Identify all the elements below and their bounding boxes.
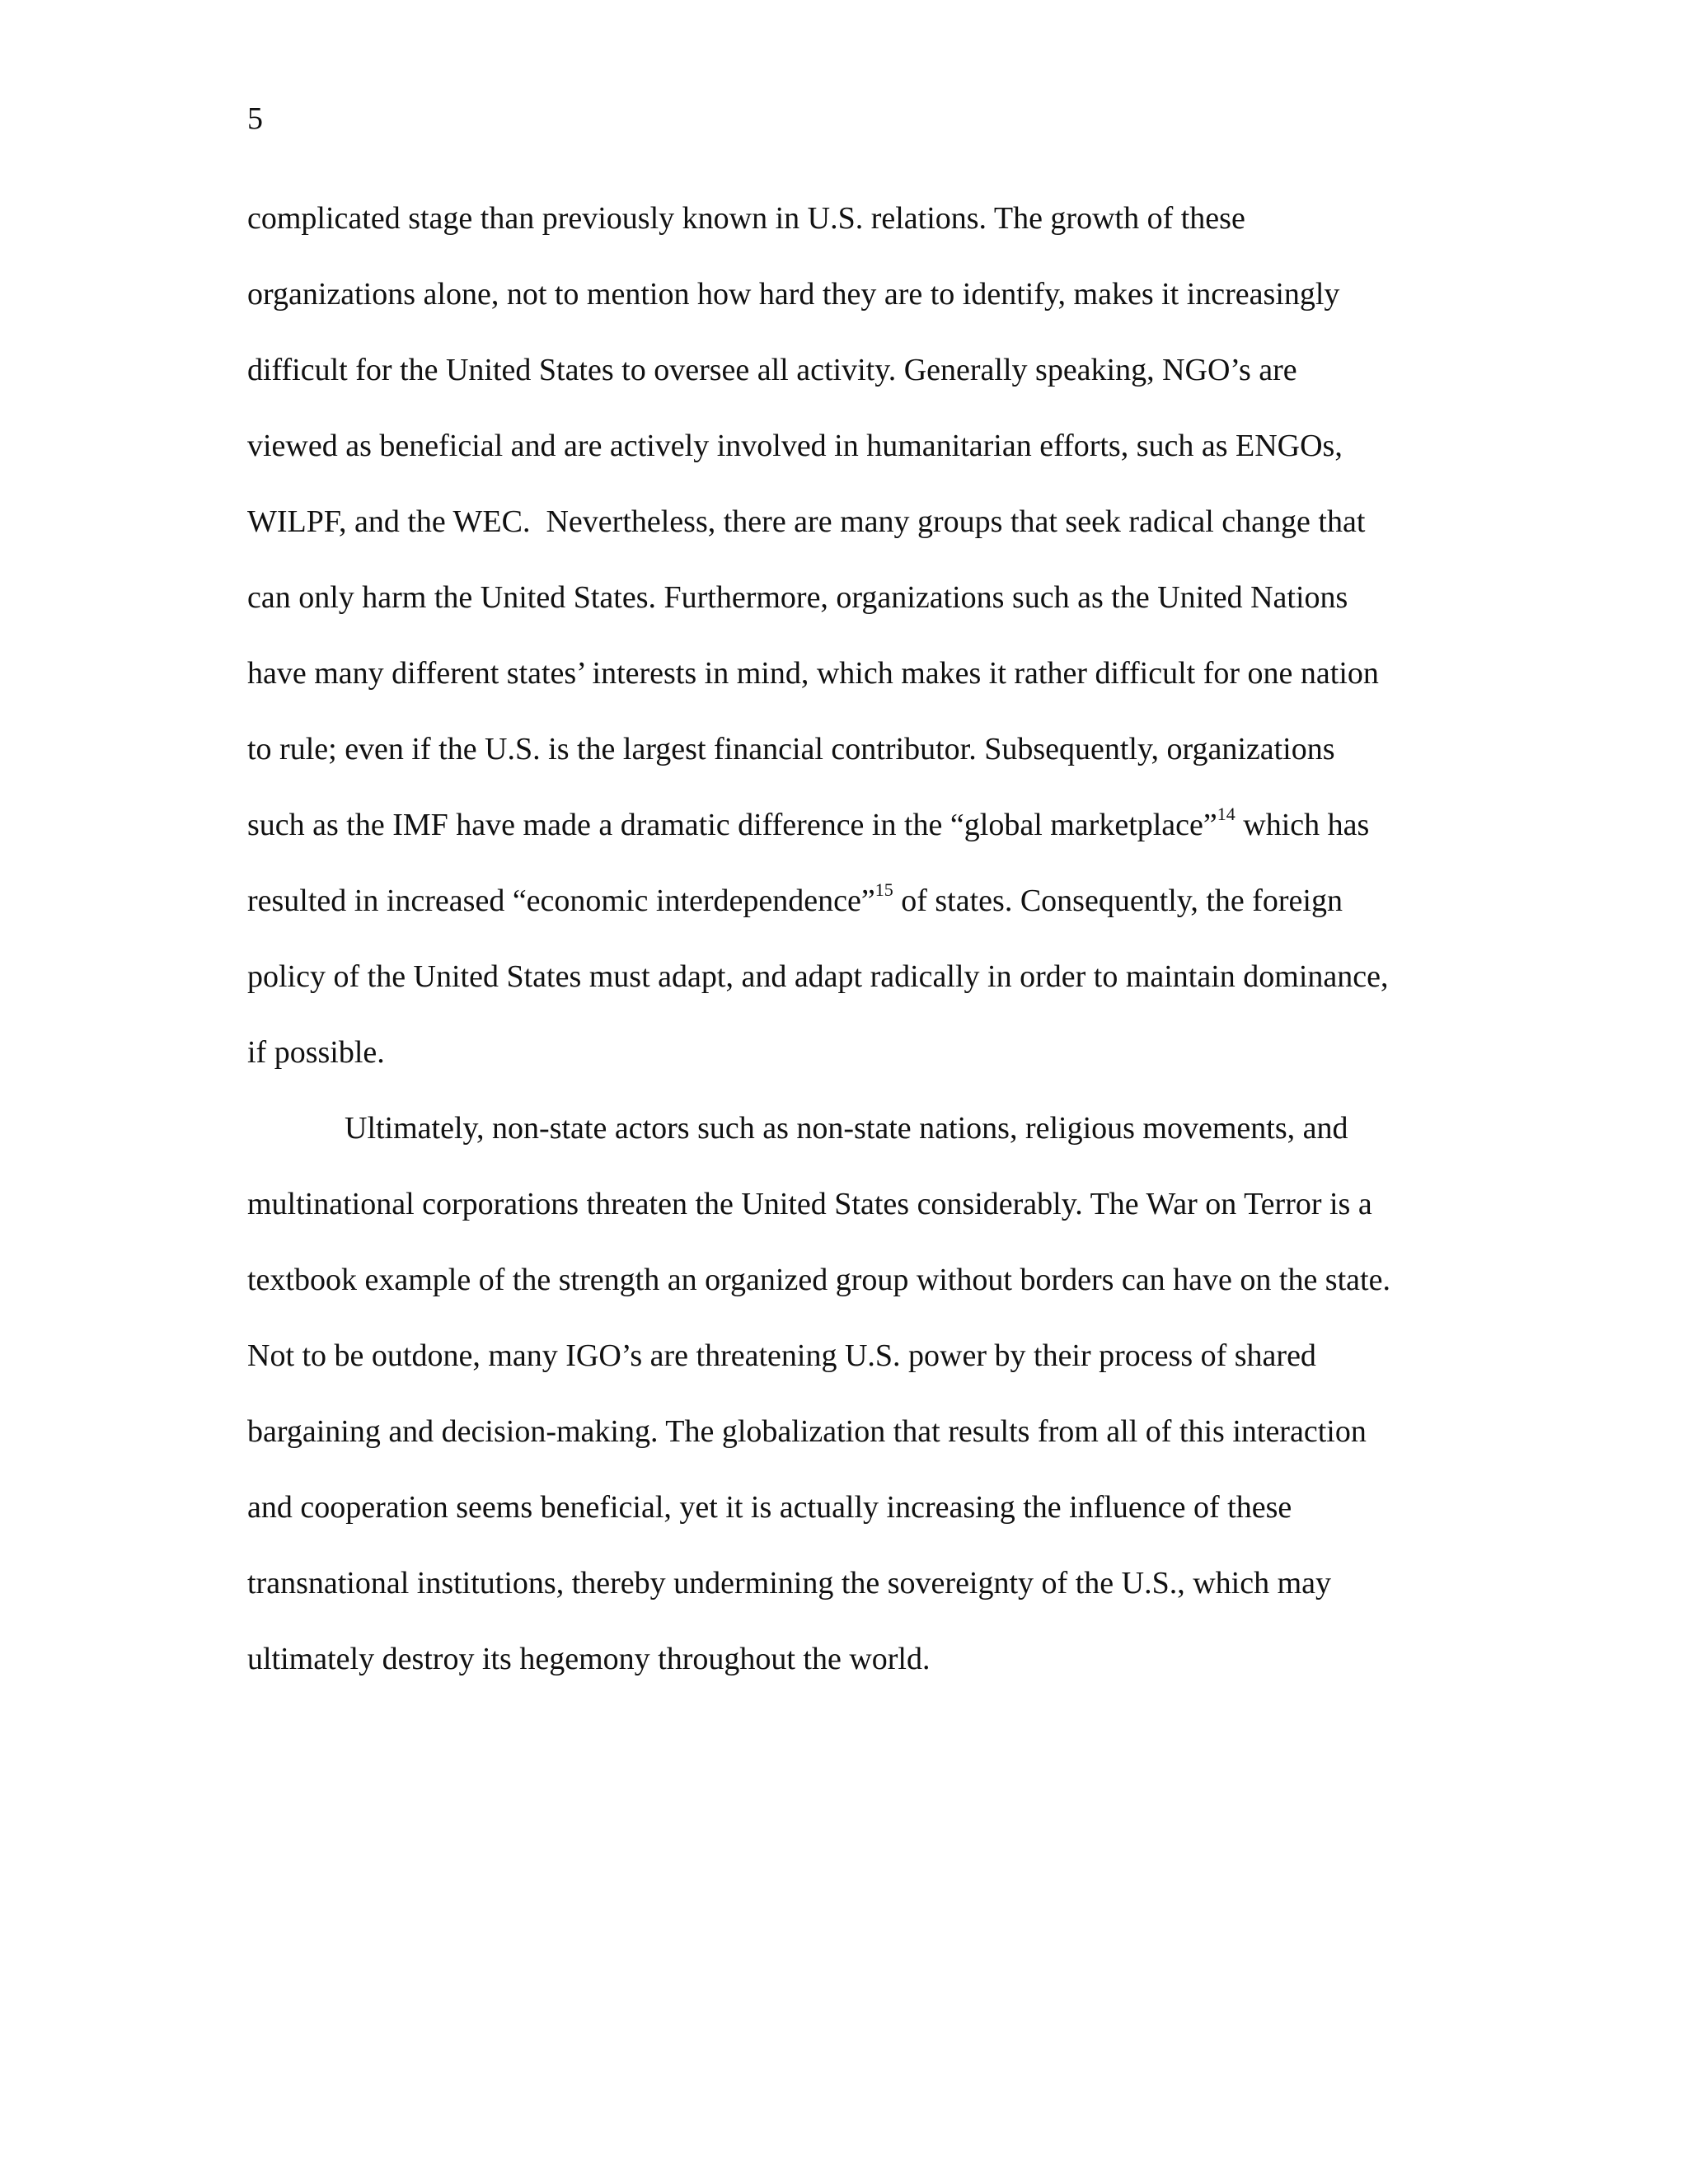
paragraph [247,1108,1484,1714]
text-line: and cooperation seems beneficial, yet it is actually increasing the influence of these [247,1490,1292,1525]
footnote-ref-15: 15 [874,879,893,901]
paragraph [247,198,1484,1108]
text-line: policy of the United States must adapt, and adapt radically in order to maintain dominance, [247,959,1389,994]
text-line: if possible. [247,1035,385,1070]
text-line: WILPF, and the WEC. Nevertheless, there are many groups that seek radical change that [247,504,1366,539]
page-number: 5 [247,101,263,136]
text-line: difficult for the United States to oversee all activity. Generally speaking, NGO’s are [247,353,1297,387]
text-line: viewed as beneficial and are actively involved in humanitarian efforts, such as ENGOs, [247,429,1343,463]
text-line: ultimately destroy its hegemony throughout the world. [247,1642,931,1676]
text-line: such as the IMF have made a dramatic difference in the “global marketplace”$^{14}$ which has [247,804,1370,842]
text-line: Ultimately, non-state actors such as non-state nations, religious movements, and [345,1111,1348,1146]
text-line: to rule; even if the U.S. is the largest financial contributor. Subsequently, organizations [247,732,1335,766]
text-line: have many different states’ interests in mind, which makes it rather difficult for one nation [247,656,1379,691]
text-line: complicated stage than previously known in U.S. relations. The growth of these [247,201,1245,236]
text-line: can only harm the United States. Furthermore, organizations such as the United Nations [247,580,1348,615]
text-line: Not to be outdone, many IGO’s are threatening U.S. power by their process of shared [247,1338,1316,1373]
text-line: multinational corporations threaten the United States considerably. The War on Terror is a [247,1187,1372,1221]
body-text [247,198,1484,1714]
footnote-ref-14: 14 [1217,804,1236,825]
text-line: bargaining and decision-making. The globalization that results from all of this interaction [247,1414,1367,1449]
text-line: organizations alone, not to mention how hard they are to identify, makes it increasingly [247,277,1340,312]
text-line: resulted in increased “economic interdependence”$^{15}$ of states. Consequently, the foreign [247,879,1343,918]
text-line: transnational institutions, thereby undermining the sovereignty of the U.S., which may [247,1566,1331,1601]
text-line: textbook example of the strength an organized group without borders can have on the state. [247,1263,1390,1297]
